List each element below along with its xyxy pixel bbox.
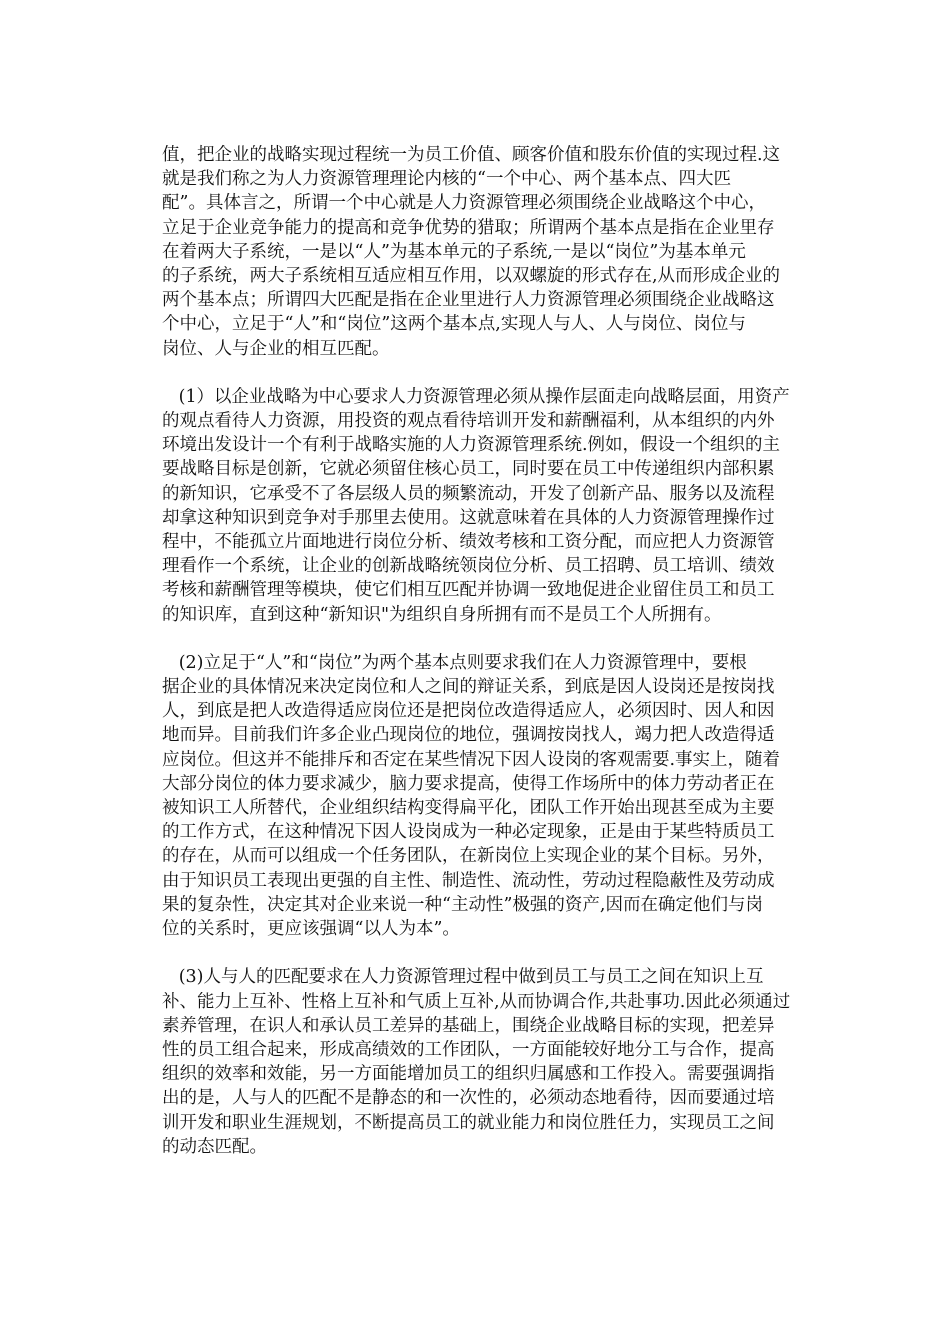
text-line: 值，把企业的战略实现过程统一为员工价值、顾客价值和股东价值的实现过程.这: [162, 145, 781, 165]
text-line: (3)人与人的匹配要求在人力资源管理过程中做到员工与员工之间在知识上互: [162, 967, 764, 988]
text-line: 组织的效率和效能，另一方面能增加员工的组织归属感和工作投入。需要强调指: [162, 1064, 775, 1085]
text-line: 地而异。目前我们许多企业凸现岗位的地位，强调按岗找人，竭力把人改造得适: [162, 725, 775, 746]
paragraph-point-2: [162, 651, 790, 941]
text-line: 在着两大子系统，一是以“人”为基本单元的子系统,一是以“岗位”为基本单元: [162, 241, 746, 262]
paragraph-point-1: [162, 385, 790, 627]
text-line: 训开发和职业生涯规划，不断提高员工的就业能力和岗位胜任力，实现员工之间: [162, 1112, 775, 1133]
text-line: 被知识工人所替代，企业组织结构变得扁平化，团队工作开始出现甚至成为主要: [162, 798, 775, 819]
text-line: 大部分岗位的体力要求减少，脑力要求提高，使得工作场所中的体力劳动者正在: [162, 773, 775, 794]
text-line: (1）以企业战略为中心要求人力资源管理必须从操作层面走向战略层面，用资产: [162, 386, 790, 407]
text-line: 性的员工组合起来，形成高绩效的工作团队，一方面能较好地分工与合作，提高: [162, 1039, 775, 1060]
paragraph-spacer: [162, 627, 790, 651]
text-line: 的新知识，它承受不了各层级人员的频繁流动，开发了创新产品、服务以及流程: [162, 483, 775, 504]
text-line: 立足于企业竞争能力的提高和竞争优势的猎取；所谓两个基本点是指在企业里存: [162, 217, 775, 238]
text-line: 个中心，立足于“人”和“岗位”这两个基本点,实现人与人、人与岗位、岗位与: [162, 314, 746, 335]
paragraph-spacer: [162, 941, 790, 965]
text-line: 的工作方式，在这种情况下因人设岗成为一种必定现象，正是由于某些特质员工: [162, 822, 775, 843]
text-line: 环境出发设计一个有利于战略实施的人力资源管理系统.例如，假设一个组织的主: [162, 435, 781, 456]
text-line: 出的是，人与人的匹配不是静态的和一次性的，必须动态地看待，因而要通过培: [162, 1088, 775, 1109]
text-line: 的子系统，两大子系统相互适应相互作用，以双螺旋的形式存在,从而形成企业的: [162, 266, 781, 287]
text-line: 由于知识员工表现出更强的自主性、制造性、流动性，劳动过程隐蔽性及劳动成: [162, 870, 775, 891]
text-line: 应岗位。但这并不能排斥和否定在某些情况下因人设岗的客观需要.事实上，随着: [162, 749, 781, 770]
paragraph-spacer: [162, 361, 790, 385]
body-text: [162, 143, 790, 1159]
text-line: 却拿这种知识到竞争对手那里去使用。这就意味着在具体的人力资源管理操作过: [162, 507, 775, 528]
text-line: 就是我们称之为人力资源管理理论内核的“一个中心、两个基本点、四大匹: [162, 169, 731, 190]
text-line: 理看作一个系统，让企业的创新战略统领岗位分析、员工招聘、员工培训、绩效: [162, 556, 775, 577]
text-line: 素养管理，在识人和承认员工差异的基础上，围绕企业战略目标的实现，把差异: [162, 1015, 775, 1036]
text-line: 要战略目标是创新，它就必须留住核心员工，同时要在员工中传递组织内部积累: [162, 459, 775, 480]
text-line: 的知识库，直到这种“新知识"为组织自身所拥有而不是员工个人所拥有。: [162, 604, 722, 625]
text-line: 的观点看待人力资源，用投资的观点看待培训开发和薪酬福利，从本组织的内外: [162, 411, 775, 432]
text-line: 补、能力上互补、性格上互补和气质上互补,从而协调合作,共赴事功.因此必须通过: [162, 991, 791, 1012]
paragraph-point-3: [162, 965, 790, 1159]
text-line: 位的关系时，更应该强调“以人为本”。: [162, 919, 460, 940]
text-line: 据企业的具体情况来决定岗位和人之间的辩证关系，到底是因人设岗还是按岗找: [162, 677, 775, 698]
text-line: 配”。具体言之，所谓一个中心就是人力资源管理必须围绕企业战略这个中心，: [162, 193, 766, 214]
text-line: 两个基本点；所谓四大匹配是指在企业里进行人力资源管理必须围绕企业战略这: [162, 290, 775, 311]
text-line: (2)立足于“人”和“岗位”为两个基本点则要求我们在人力资源管理中，要根: [162, 652, 747, 673]
text-line: 考核和薪酬管理等模块，使它们相互匹配并协调一致地促进企业留住员工和员工: [162, 580, 775, 601]
text-line: 程中，不能孤立片面地进行岗位分析、绩效考核和工资分配，而应把人力资源管: [162, 532, 775, 553]
text-line: 人，到底是把人改造得适应岗位还是把岗位改造得适应人，必须因时、因人和因: [162, 701, 775, 722]
text-line: 岗位、人与企业的相互匹配。: [162, 338, 390, 359]
paragraph-intro: [162, 143, 790, 361]
text-line: 的存在，从而可以组成一个任务团队，在新岗位上实现企业的某个目标。另外，: [162, 846, 775, 867]
text-line: 果的复杂性，决定其对企业来说一种“主动性”极强的资产,因而在确定他们与岗: [162, 894, 763, 915]
text-line: 的动态匹配。: [162, 1136, 267, 1157]
